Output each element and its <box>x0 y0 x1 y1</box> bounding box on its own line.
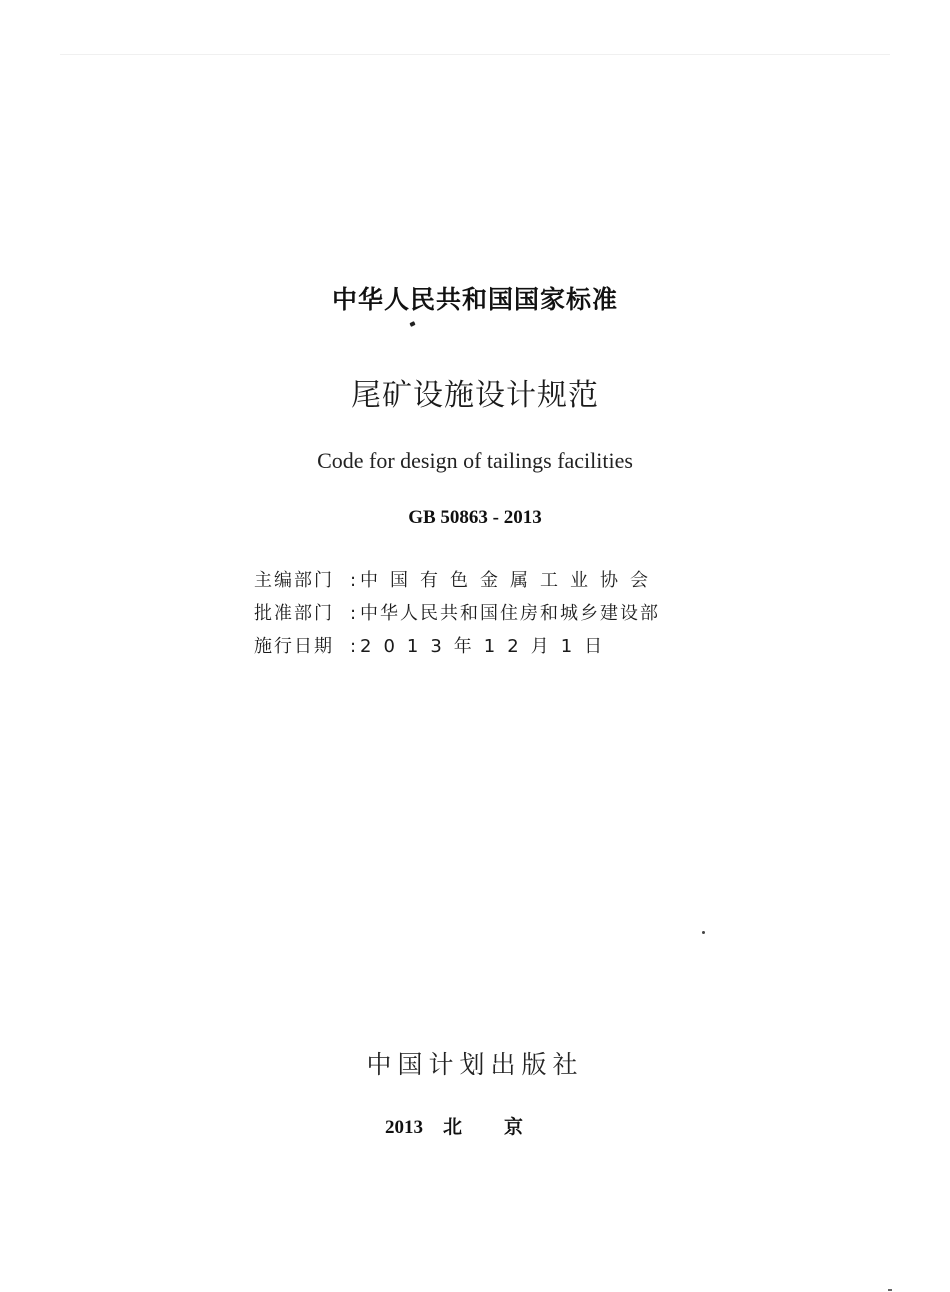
approver-colon: : <box>350 603 357 624</box>
title-english: Code for design of tailings facilities <box>317 448 633 473</box>
publication-year: 2013 <box>384 1117 423 1138</box>
date-colon: : <box>350 636 357 657</box>
title-chinese: 尾矿设施设计规范 <box>351 378 599 413</box>
info-row-editor <box>254 566 704 599</box>
standard-category: 中华人民共和国国家标准 <box>331 285 618 314</box>
info-row-approver <box>254 599 704 632</box>
editor-label: 主编部门 <box>254 570 334 591</box>
info-block <box>254 566 704 665</box>
approver-value: 中华人民共和国住房和城乡建设部 <box>360 603 660 624</box>
scan-speck <box>409 321 415 327</box>
approver-label: 批准部门 <box>254 603 334 624</box>
publication-line <box>0 1112 950 1139</box>
editor-value: 中国有色金属工业协会 <box>360 570 660 591</box>
date-label: 施行日期 <box>254 636 334 657</box>
scan-corner-mark <box>888 1289 892 1291</box>
editor-colon: : <box>350 570 357 591</box>
scan-dot <box>702 931 705 934</box>
top-scan-edge <box>60 54 890 55</box>
date-value: 2013年12月1日 <box>360 636 615 657</box>
publisher-name: 中国计划出版社 <box>366 1050 584 1079</box>
publication-city: 北京 <box>442 1116 565 1138</box>
standard-code: GB 50863 - 2013 <box>408 507 542 528</box>
info-row-date <box>254 632 704 665</box>
